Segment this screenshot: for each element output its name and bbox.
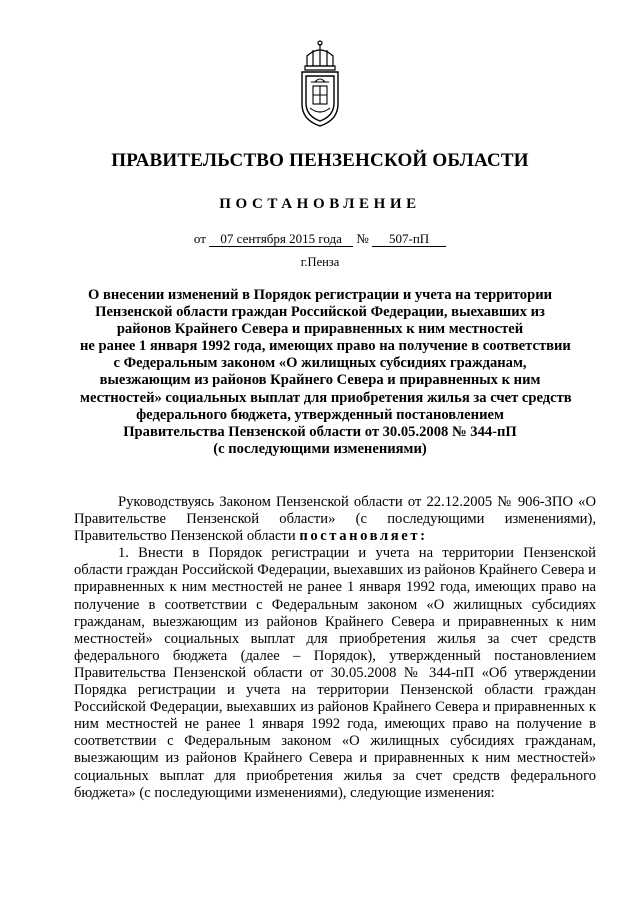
subject-line: районов Крайнего Севера и приравненных к ним местностей	[116, 321, 524, 338]
document-type: ПОСТАНОВЛЕНИЕ	[219, 196, 421, 212]
subject-line: местностей» социальных выплат для приобретения жилья за счет средств	[80, 389, 572, 406]
date-number-line	[0, 231, 640, 247]
document-date: 07 сентября 2015 года	[209, 232, 353, 247]
preamble-end: :	[420, 528, 428, 545]
subject-line: с Федеральным законом «О жилищных субсидиях гражданам,	[113, 355, 527, 372]
subject-line: не ранее 1 января 1992 года, имеющих право на получение в соответствии	[80, 338, 571, 355]
coat-of-arms-icon	[297, 40, 343, 128]
document-subject	[80, 287, 572, 458]
date-prefix: от	[193, 231, 206, 246]
subject-line: О внесении изменений в Порядок регистрации и учета на территории	[87, 287, 553, 303]
item-1-paragraph: 1. Внести в Порядок регистрации и учета на территории Пензенской области граждан Российской Федерации, выехавших из районов Крайнего Севера и приравненных к ним местностей не ранее 1 января 1992 года, имеющих право на получение в соответствии с Федеральным законом «О жилищных субсидиях гражданам, выезжающим из районов Крайнего Севера и приравненных к ним местностей» социальных выплат для приобретения жилья за счет средств федерального бюджета (далее – Порядок), утвержденный постановлением Правительства Пензенской области от 30.05.2008 № 344-пП «Об утверждении Порядка регистрации и учета на территории Пензенской области граждан Российской Федерации, выехавших из районов Крайнего Севера и приравненных к ним местностей не ранее 1 января 1992 года, имеющих право на получение в соответствии с Федеральным законом «О жилищных субсидиях гражданам, выезжающим из районов Крайнего Севера и приравненных к ним местностей» социальных выплат для приобретения жилья за счет средств федерального бюджета» (с последующими изменениями), следующие изменения:	[74, 545, 596, 801]
government-title: ПРАВИТЕЛЬСТВО ПЕНЗЕНСКОЙ ОБЛАСТИ	[111, 150, 529, 171]
subject-line: Пензенской области граждан Российской Федерации, выехавших из	[95, 304, 545, 321]
preamble-text: Руководствуясь Законом Пензенской области от 22.12.2005 № 906-ЗПО «О Правительстве Пензенской области» (с последующими изменениями), Правительство Пензенской области	[74, 494, 596, 545]
subject-line: (с последующими изменениями)	[213, 440, 427, 457]
city-name: г.Пенза	[300, 255, 340, 269]
subject-line: федерального бюджета, утвержденный постановлением	[136, 406, 504, 423]
subject-line: выезжающим из районов Крайнего Севера и приравненных к ним	[99, 372, 541, 389]
preamble-paragraph	[74, 494, 596, 545]
document-body	[74, 494, 596, 802]
document-number: 507-пП	[372, 232, 446, 247]
preamble-keyword: постановляет	[299, 528, 421, 545]
number-prefix: №	[356, 231, 369, 246]
subject-line: Правительства Пензенской области от 30.05.2008 № 344-пП	[123, 423, 517, 440]
